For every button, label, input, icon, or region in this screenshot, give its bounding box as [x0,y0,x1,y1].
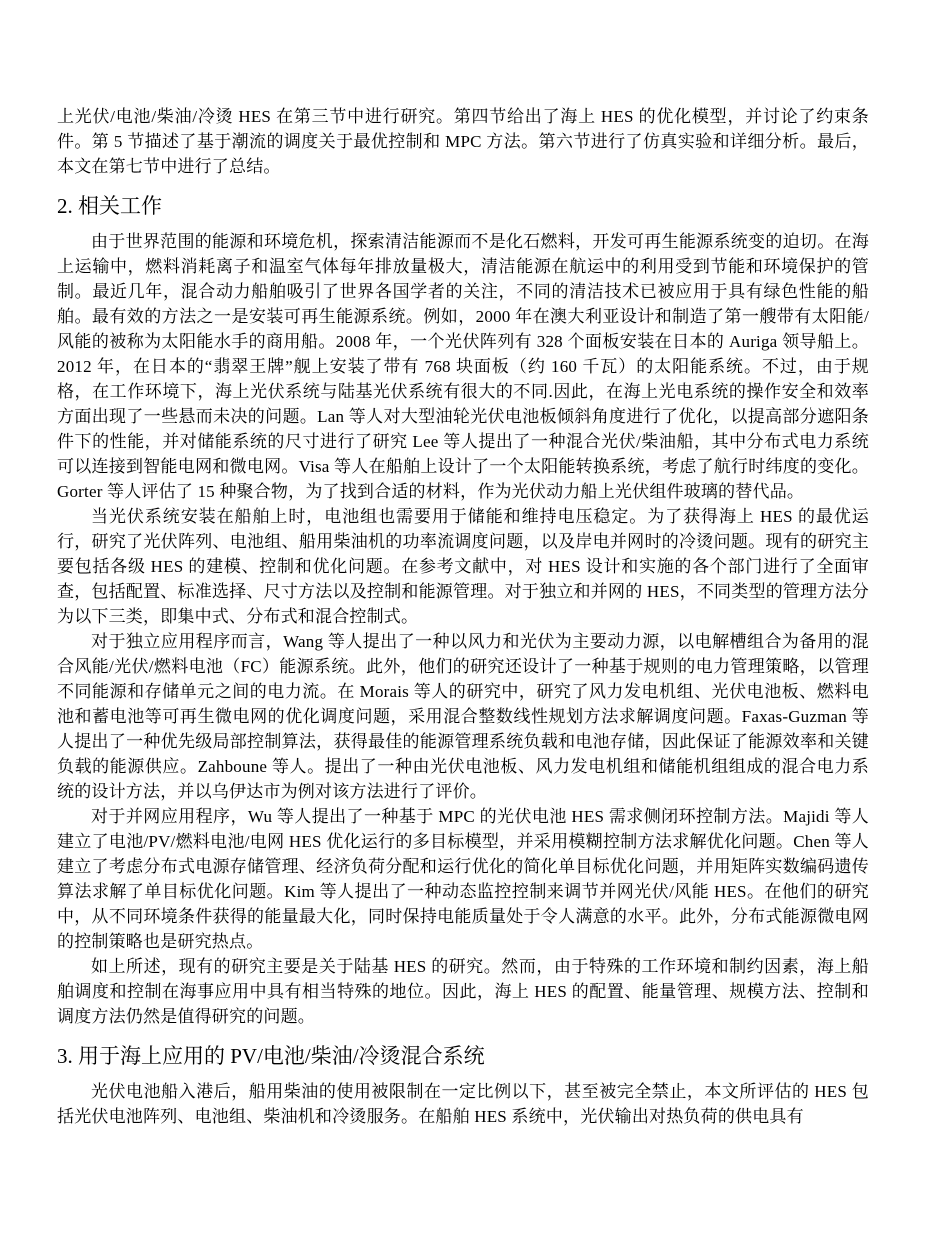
section-3-heading: 3. 用于海上应用的 PV/电池/柴油/冷烫混合系统 [57,1044,485,1068]
section-3-paragraph-1: 光伏电池船入港后，船用柴油的使用被限制在一定比例以下，甚至被完全禁止，本文所评估的 HES 包括光伏电池阵列、电池组、柴油机和冷烫服务。在船舶 HES 系统中，光伏输出对热负荷的供电具有 [57,1082,869,1126]
intro-paragraph: 上光伏/电池/柴油/冷烫 HES 在第三节中进行研究。第四节给出了海上 HES 的优化模型，并讨论了约束条件。第 5 节描述了基于潮流的调度关于最优控制和 MPC 方法。第六节进行了仿真实验和详细分析。最后，本文在第七节中进行了总结。 [57,107,869,176]
section-2-paragraph-4: 对于并网应用程序，Wu 等人提出了一种基于 MPC 的光伏电池 HES 需求侧闭环控制方法。Majidi 等人建立了电池/PV/燃料电池/电网 HES 优化运行的多目标模型，并采用模糊控制方法求解优化问题。Chen 等人建立了考虑分布式电源存储管理、经济负荷分配和运行优化的简化单目标优化问题，并用矩阵实数编码遗传算法求解了单目标优化问题。Kim 等人提出了一种动态监控控制来调节并网光伏/风能 HES。在他们的研究中，从不同环境条件获得的能量最大化，同时保持电能质量处于令人满意的水平。此外，分布式能源微电网的控制策略也是研究热点。 [57,807,869,951]
section-2-heading: 2. 相关工作 [57,194,162,218]
section-2-paragraph-3: 对于独立应用程序而言，Wang 等人提出了一种以风力和光伏为主要动力源，以电解槽组合为备用的混合风能/光伏/燃料电池（FC）能源系统。此外，他们的研究还设计了一种基于规则的电力管理策略，以管理不同能源和存储单元之间的电力流。在 Morais 等人的研究中，研究了风力发电机组、光伏电池板、燃料电池和蓄电池等可再生微电网的优化调度问题，采用混合整数线性规划方法求解调度问题。Faxas-Guzman 等人提出了一种优先级局部控制算法，获得最佳的能源管理系统负载和电池存储，因此保证了能源效率和关键负载的能源供应。Zahboune 等人。提出了一种由光伏电池板、风力发电机组和储能机组组成的混合电力系统的设计方法，并以乌伊达市为例对该方法进行了评价。 [57,632,869,801]
section-2-paragraph-5: 如上所述，现有的研究主要是关于陆基 HES 的研究。然而，由于特殊的工作环境和制约因素，海上船舶调度和控制在海事应用中具有相当特殊的地位。因此，海上 HES 的配置、能量管理、规模方法、控制和调度方法仍然是值得研究的问题。 [57,957,869,1026]
section-2-paragraph-1: 由于世界范围的能源和环境危机，探索清洁能源而不是化石燃料，开发可再生能源系统变的迫切。在海上运输中，燃料消耗离子和温室气体每年排放量极大，清洁能源在航运中的利用受到节能和环境保护的管制。最近几年，混合动力船舶吸引了世界各国学者的关注，不同的清洁技术已被应用于具有绿色性能的船舶。最有效的方法之一是安装可再生能源系统。例如，2000 年在澳大利亚设计和制造了第一艘带有太阳能/风能的被称为太阳能水手的商用船。2008 年，一个光伏阵列有 328 个面板安装在日本的 Auriga 领导船上。2012 年，在日本的“翡翠王牌”舰上安装了带有 768 块面板（约 160 千瓦）的太阳能系统。不过，由于规格，在工作环境下，海上光伏系统与陆基光伏系统有很大的不同.因此，在海上光电系统的操作安全和效率方面出现了一些悬而未决的问题。Lan 等人对大型油轮光伏电池板倾斜角度进行了优化，以提高部分遮阳条件下的性能，并对储能系统的尺寸进行了研究 Lee 等人提出了一种混合光伏/柴油船，其中分布式电力系统可以连接到智能电网和微电网。Visa 等人在船舶上设计了一个太阳能转换系统，考虑了航行时纬度的变化。Gorter 等人评估了 15 种聚合物，为了找到合适的材料，作为光伏动力船上光伏组件玻璃的替代品。 [57,232,869,501]
section-2-paragraph-2: 当光伏系统安装在船舶上时，电池组也需要用于储能和维持电压稳定。为了获得海上 HES 的最优运行，研究了光伏阵列、电池组、船用柴油机的功率流调度问题，以及岸电并网时的冷烫问题。现有的研究主要包括各级 HES 的建模、控制和优化问题。在参考文献中，对 HES 设计和实施的各个部门进行了全面审查，包括配置、标准选择、尺寸方法以及控制和能源管理。对于独立和并网的 HES，不同类型的管理方法分为以下三类，即集中式、分布式和混合控制式。 [57,507,869,626]
